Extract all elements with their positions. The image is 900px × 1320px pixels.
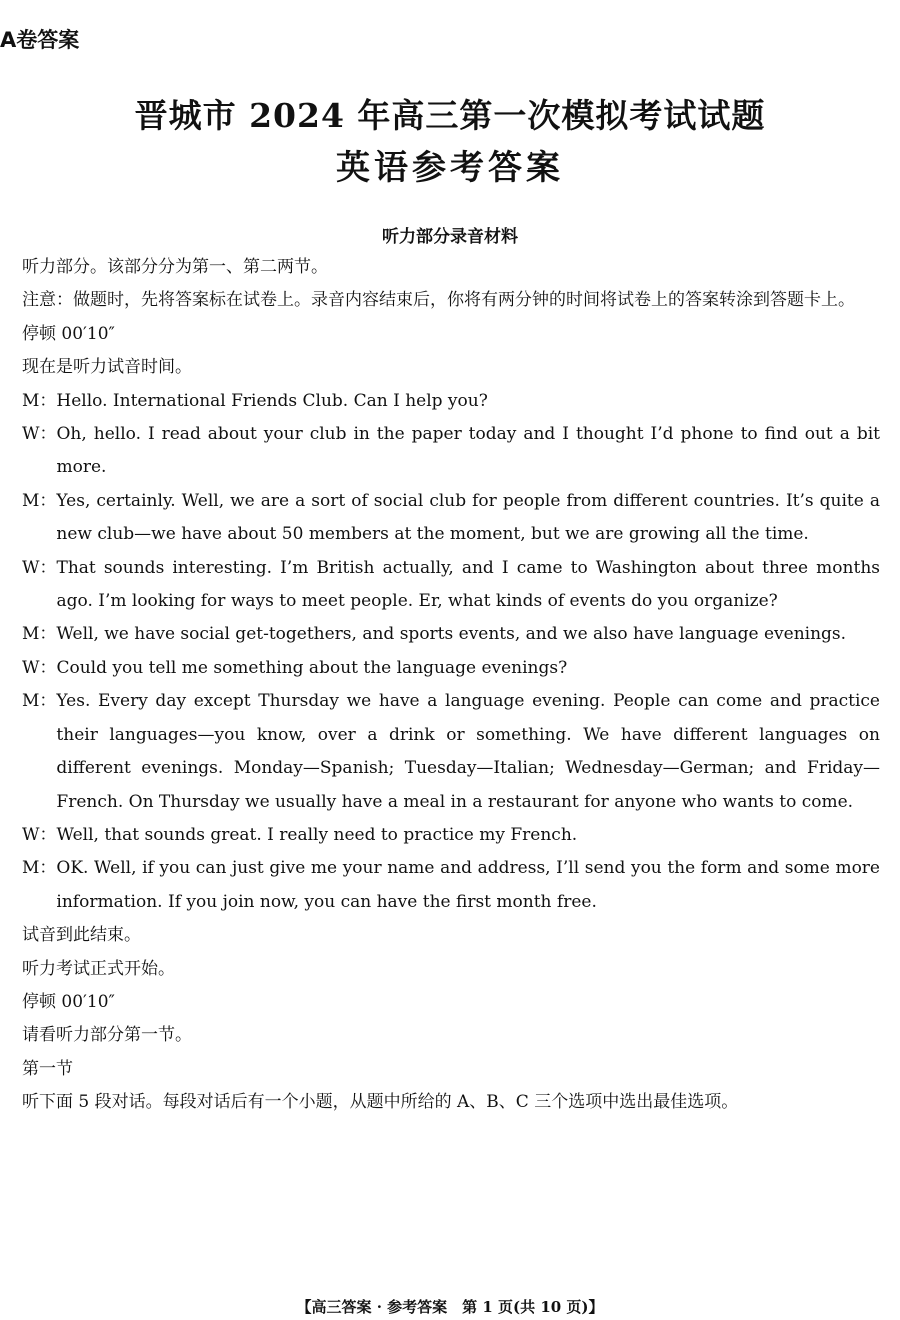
answer-version-label: A卷答案: [0, 28, 80, 52]
intro-line: 注意：做题时，先将答案标在试卷上。录音内容结束后，你将有两分钟的时间将试卷上的答案转涂到答题卡上。: [22, 290, 855, 311]
outro-line: 试音到此结束。: [22, 925, 141, 946]
dialogue-text: That sounds interesting. I’m British actually, and I came to Washington about three months ago. I’m looking for ways to meet people. Er, what kinds of events do you organize?: [56, 557, 880, 612]
dialogue-line: [22, 485, 880, 552]
speaker-label: M：: [22, 390, 57, 411]
exam-title: 晋城市 2024 年高三第一次模拟考试试题: [134, 96, 766, 135]
outro-line: 听下面 5 段对话。每段对话后有一个小题，从题中所给的 A、B、C 三个选项中选出最佳选项。: [22, 1092, 739, 1113]
speaker-label: M：: [22, 624, 57, 645]
speaker-label: M：: [22, 490, 57, 511]
dialogue-line: [22, 552, 880, 619]
dialogue-text: Oh, hello. I read about your club in the paper today and I thought I’d phone to find out a bit more.: [56, 424, 880, 478]
page-footer: 【高三答案 · 参考答案 第 1 页(共 10 页)】: [296, 1298, 604, 1316]
dialogue-line: [22, 685, 880, 819]
dialogue-text: OK. Well, if you can just give me your name and address, I’ll send you the form and some more information. If you join now, you can have the first month free.: [56, 858, 880, 912]
outro-line: 第一节: [22, 1058, 73, 1079]
speaker-label: W：: [22, 424, 57, 445]
outro-line: 停顿 00′10″: [22, 991, 115, 1012]
dialogue-line: [22, 385, 880, 418]
dialogue-line: [22, 819, 880, 852]
speaker-label: M：: [22, 858, 57, 879]
speaker-label: W：: [22, 557, 57, 578]
document-subtitle: 英语参考答案: [336, 148, 564, 188]
dialogue-text: Well, we have social get-togethers, and sports events, and we also have language evenings.: [56, 624, 847, 645]
outro-line: 请看听力部分第一节。: [22, 1025, 192, 1046]
intro-line: 停顿 00′10″: [22, 323, 115, 344]
dialogue-line: [22, 852, 880, 919]
transcript-body: [22, 251, 880, 1120]
intro-line: 听力部分。该部分分为第一、第二两节。: [22, 257, 328, 277]
speaker-label: W：: [22, 657, 57, 678]
dialogue-text: Yes, certainly. Well, we are a sort of social club for people from different countries. It’s quite a new club—we have about 50 members at the moment, but we are growing all the time.: [56, 490, 880, 545]
dialogue-text: Hello. International Friends Club. Can I help you?: [56, 390, 488, 411]
dialogue-line: [22, 618, 880, 651]
dialogue-line: [22, 418, 880, 485]
dialogue-text: Could you tell me something about the language evenings?: [56, 657, 568, 678]
speaker-label: M：: [22, 691, 57, 712]
dialogue-text: Yes. Every day except Thursday we have a language evening. People can come and practice their languages—you know, over a drink or something. We have different languages on different evenings. Monday—Spanish; Tuesday—Italian; Wednesday—German; and Friday—French. On Thursday we usually have a meal in a restaurant for anyone who wants to come.: [56, 691, 880, 812]
dialogue-line: [22, 652, 880, 685]
speaker-label: W：: [22, 824, 57, 845]
dialogue-text: Well, that sounds great. I really need to practice my French.: [56, 824, 578, 845]
section-heading: 听力部分录音材料: [382, 227, 518, 247]
intro-line: 现在是听力试音时间。: [22, 357, 192, 378]
outro-line: 听力考试正式开始。: [22, 958, 175, 979]
